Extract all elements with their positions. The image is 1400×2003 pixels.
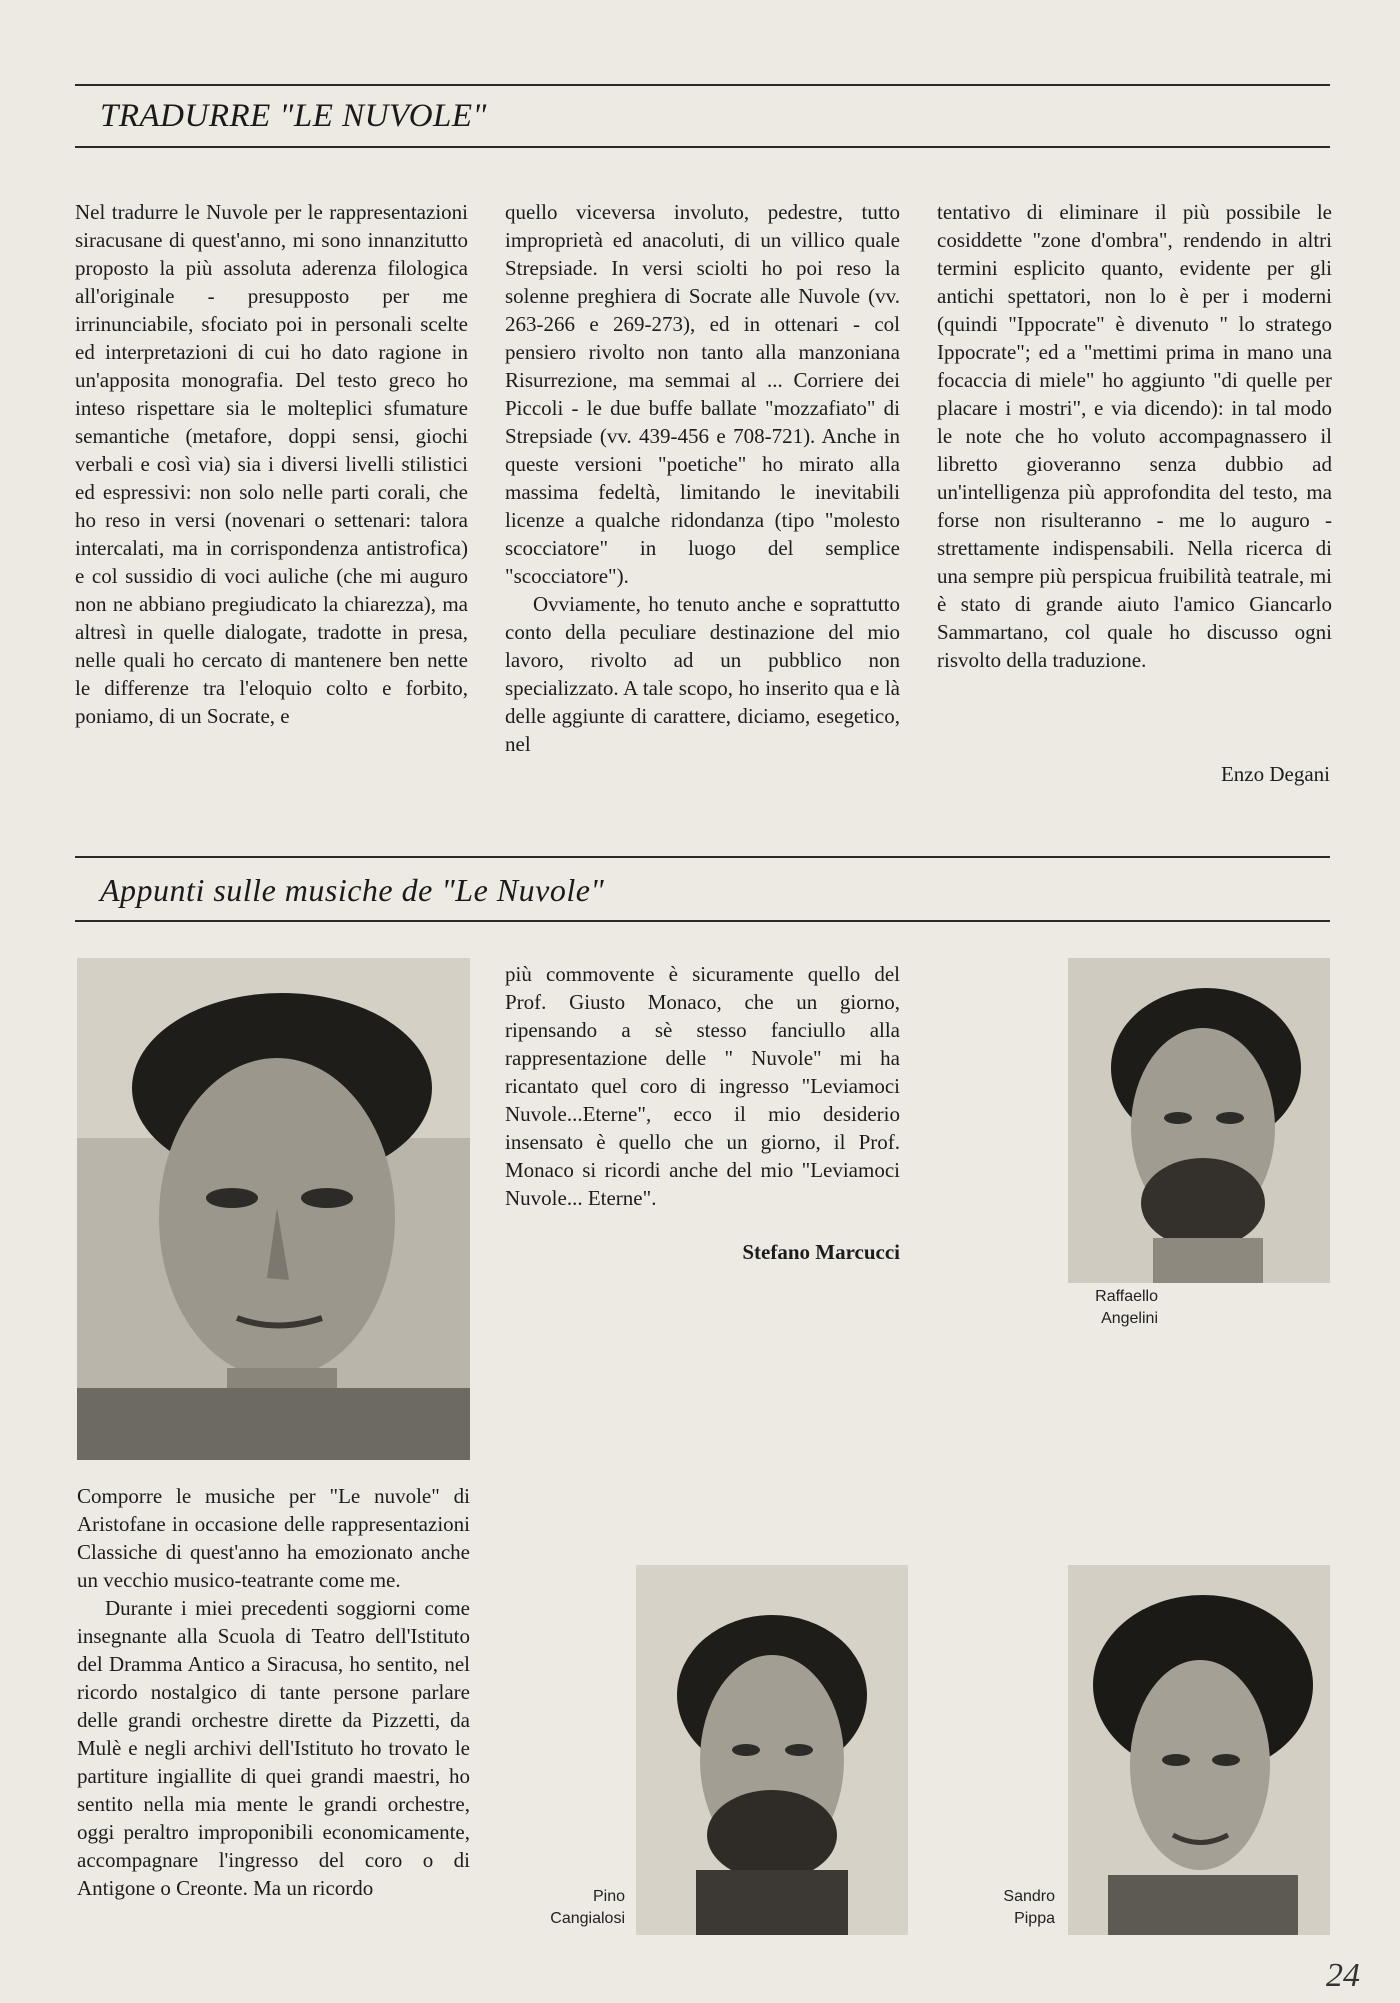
caption-sandro — [955, 1886, 1055, 1930]
section1-title: TRADURRE "LE NUVOLE" — [100, 98, 487, 134]
section1-signature: Enzo Degani — [1220, 762, 1330, 786]
section2-left-column — [77, 1482, 470, 1902]
portrait-sandro-illustration — [1068, 1565, 1330, 1935]
caption-pino-last: Cangialosi — [550, 1910, 625, 1927]
section2-middle-column — [505, 960, 900, 1212]
portrait-photo-pino — [636, 1565, 908, 1935]
caption-sandro-first: Sandro — [1003, 1888, 1055, 1905]
caption-pino-first: Pino — [592, 1888, 625, 1905]
caption-pino — [500, 1886, 625, 1930]
caption-raffaello-first: Raffaello — [1095, 1288, 1158, 1305]
section2-signature: Stefano Marcucci — [742, 1240, 900, 1264]
section1-column-1 — [75, 198, 468, 730]
caption-raffaello — [958, 1286, 1158, 1330]
portrait-large-illustration — [77, 958, 470, 1460]
top-rule — [75, 84, 1330, 86]
caption-sandro-last: Pippa — [1014, 1910, 1055, 1927]
section2-title: Appunti sulle musiche de "Le Nuvole" — [100, 872, 605, 908]
section2-left-paragraph-2: Durante i miei precedenti soggiorni come insegnante alla Scuola di Teatro dell'Istituto del Dramma Antico a Siracusa, ho sentito, nel ricordo nostalgico di tante persone parlare delle grandi orchestre dirette da Pizzetti, da Mulè e negli archivi dell'Istituto ho trovato le partiture ingiallite di quei grandi maestri, ho sentito nella mia mente le grandi orchestre, oggi peraltro improponibili economicamente, accompagnare l'ingresso del coro o di Antigone o Creonte. Ma un ricordo — [77, 1596, 470, 1900]
section1-col3-paragraph: tentativo di eliminare il più possibile le cosiddette "zone d'ombra", rendendo in altri termini esplicito quanto, evidente per gli antichi spettatori, non lo è per i moderni (quindi "Ippocrate" è divenuto " lo stratego Ippocrate"; ed a "mettimi prima in mano una focaccia di miele" ho aggiunto "di quelle per placare i mostri", e via dicendo): in tal modo le note che ho voluto accompagnassero il libretto gioveranno senza dubbio ad un'intelligenza più approfondita del testo, ma forse non risulteranno - me lo auguro - strettamente indispensabili. Nella ricerca di una sempre più perspicua fruibilità teatrale, mi è stato di grande aiuto l'amico Giancarlo Sammartano, col quale ho discusso ogni risvolto della traduzione. — [937, 200, 1332, 672]
section2-left-paragraph-1: Comporre le musiche per "Le nuvole" di Aristofane in occasione delle rappresentazioni Classiche di quest'anno ha emozionato anche un vecchio musico-teatrante come me. — [77, 1484, 470, 1592]
section1-col1-paragraph: Nel tradurre le Nuvole per le rappresentazioni siracusane di quest'anno, mi sono innanzitutto proposto la più assoluta aderenza filologica all'originale - presupposto per me irrinunciabile, sfociato poi in personali scelte ed interpretazioni di cui ho dato ragione in un'apposita monografia. Del testo greco ho inteso rispettare sia le molteplici sfumature semantiche (metafore, doppi sensi, giochi verbali e così via) sia i diversi livelli stilistici ed espressivi: non solo nelle parti corali, che ho reso in versi (novenari o settenari: talora intercalati, ma in corrispondenza antistrofica) e col sussidio di voci auliche (che mi auguro non ne abbiano pregiudicato la chiarezza), ma altresì in quelle dialogate, tradotte in presa, nelle quali ho cercato di mantenere ben nette le differenze tra l'eloquio colto e forbito, poniamo, di un Socrate, e — [75, 200, 468, 728]
section1-col2-paragraph-2: Ovviamente, ho tenuto anche e soprattutto conto della peculiare destinazione del mio lavoro, rivolto ad un pubblico non specializzato. A tale scopo, ho inserito qua e là delle aggiunte di carattere, diciamo, esegetico, nel — [505, 592, 900, 756]
section1-col2-paragraph-1: quello viceversa involuto, pedestre, tutto improprietà ed anacoluti, di un villico quale Strepsiade. In versi sciolti ho poi reso la solenne preghiera di Socrate alle Nuvole (vv. 263-266 e 269-273), ed in ottenari - col pensiero rivolto non tanto alla manzoniana Risurrezione, ma semmai al ... Corriere dei Piccoli - le due buffe ballate "mozzafiato" di Strepsiade (vv. 439-456 e 708-721). Anche in queste versioni "poetiche" ho mirato alla massima fedeltà, limitando le inevitabili licenze a qualche ridondanza (tipo "molesto scocciatore" in luogo del semplice "scocciatore"). — [505, 200, 900, 588]
section1-column-3 — [937, 198, 1332, 674]
portrait-photo-raffaello — [1068, 958, 1330, 1283]
section1-title-rule — [75, 146, 1330, 148]
section2-top-rule — [75, 856, 1330, 858]
portrait-photo-large — [77, 958, 470, 1460]
portrait-raffaello-illustration — [1068, 958, 1330, 1283]
page-number: 24 — [1326, 1957, 1360, 1994]
portrait-pino-illustration — [636, 1565, 908, 1935]
section1-column-2 — [505, 198, 900, 758]
section2-middle-paragraph: più commovente è sicuramente quello del Prof. Giusto Monaco, che un giorno, ripensando a sè stesso fanciullo alla rappresentazione delle " Nuvole" mi ha ricantato quel coro di ingresso "Leviamoci Nuvole...Eterne", ecco il mio desiderio insensato è quello che un giorno, il Prof. Monaco si ricordi anche del mio "Leviamoci Nuvole... Eterne". — [505, 962, 900, 1210]
caption-raffaello-last: Angelini — [1101, 1310, 1158, 1327]
section2-title-rule — [75, 920, 1330, 922]
portrait-photo-sandro — [1068, 1565, 1330, 1935]
